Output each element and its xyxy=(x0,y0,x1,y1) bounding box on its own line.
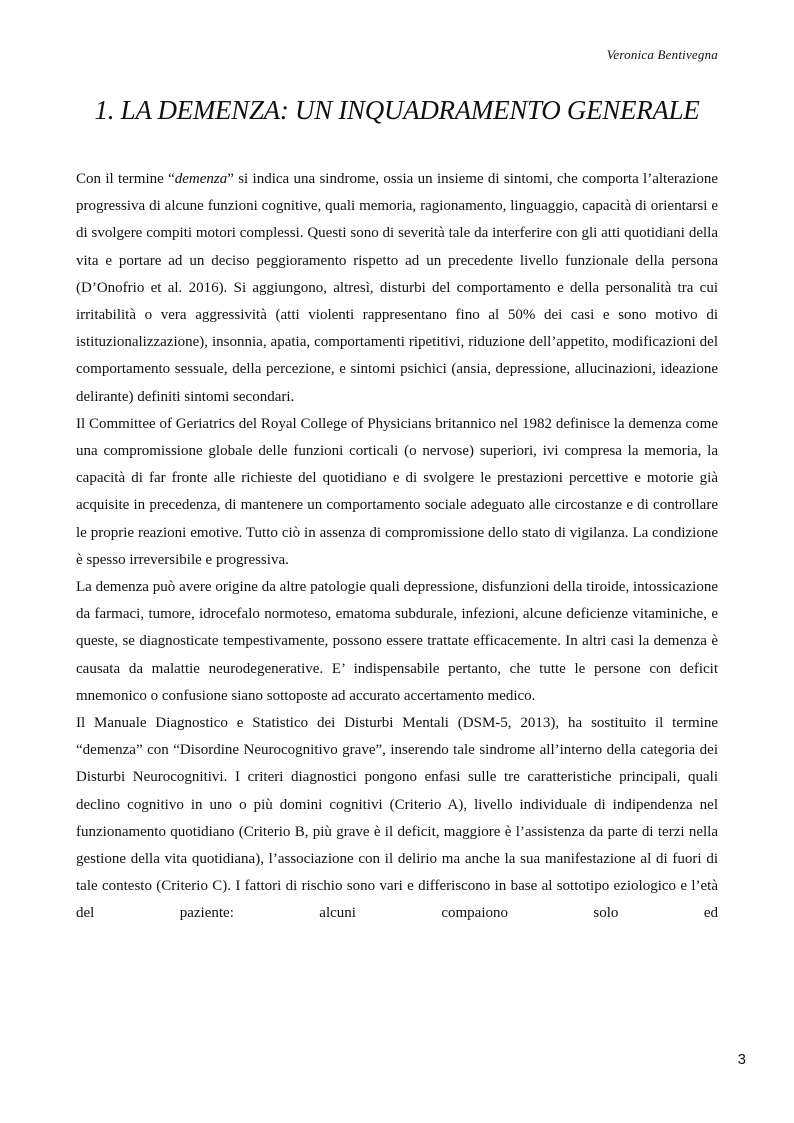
running-header-author: Veronica Bentivegna xyxy=(606,47,718,62)
paragraph-1-body: ” si indica una sindrome, ossia un insieme di sintomi, che comporta l’alterazione progressiva di alcune funzioni cognitive, quali memoria, ragionamento, linguaggio, capacità di orientarsi e di svolgere compiti motori complessi. Questi sono di severità tale da interferire con gli atti quotidiani della vita e portare ad un deciso peggioramento rispetto ad un precedente livello funzionale della persona (D’Onofrio et al. 2016). Si aggiungono, altresì, disturbi del comportamento e della personalità tra cui irritabilità o vera aggressività (atti violenti rappresentano fino al 50% dei casi e sono motivo di istituzionalizzazione), insonnia, apatia, comportamenti ripetitivi, riduzione dell’appetito, modificazioni del comportamento sessuale, della percezione, e sintomi psichici (ansia, depressione, allucinazioni, ideazione delirante) definiti sintomi secondari. xyxy=(76,171,718,405)
paragraph-1-lead: Con il termine “ xyxy=(76,171,175,187)
paragraph-3: La demenza può avere origine da altre patologie quali depressione, disfunzioni della tiroide, intossicazione da farmaci, tumore, idrocefalo normoteso, ematoma subdurale, infezioni, alcune deficienze vitaminiche, e queste, se diagnosticate tempestivamente, possono essere trattate efficacemente. In altri casi la demenza è causata da malattie neurodegenerative. E’ indispensabile pertanto, che tutte le persone con deficit mnemonico o confusione siano sottoposte ad accurato accertamento medico. xyxy=(76,579,718,704)
chapter-title: 1. LA DEMENZA: UN INQUADRAMENTO GENERALE xyxy=(94,95,700,125)
page-number: 3 xyxy=(737,1051,746,1068)
term-demenza: demenza xyxy=(174,171,228,187)
body-text xyxy=(76,166,718,928)
paragraph-1 xyxy=(76,166,718,411)
paragraph-2: Il Committee of Geriatrics del Royal College of Physicians britannico nel 1982 definisce la demenza come una compromissione globale delle funzioni corticali (o nervose) superiori, ivi compresa la memoria, la capacità di far fronte alle richieste del quotidiano e di svolgere le prestazioni percettive e motorie già acquisite in precedenza, di mantenere un comportamento sociale adeguato alle circostanze e di controllare le proprie reazioni emotive. Tutto ciò in assenza di compromissione dello stato di vigilanza. La condizione è spesso irreversibile e progressiva. xyxy=(76,415,718,568)
paragraph-4: Il Manuale Diagnostico e Statistico dei Disturbi Mentali (DSM-5, 2013), ha sostituito il termine “demenza” con “Disordine Neurocognitivo grave”, inserendo tale sindrome all’interno della categoria dei Disturbi Neurocognitivi. I criteri diagnostici pongono enfasi sulle tre caratteristiche principali, quali declino cognitivo in uno o più domini cognitivi (Criterio A), livello individuale di indipendenza nel funzionamento quotidiano (Criterio B, più grave è il deficit, maggiore è l’assistenza da parte di terzi nella gestione della vita quotidiana), l’associazione con il delirio ma anche la sua manifestazione al di fuori di tale contesto (Criterio C). I fattori di rischio sono vari e differiscono in base al sottotipo eziologico e l’età del paziente: alcuni compaiono solo ed xyxy=(76,715,718,922)
